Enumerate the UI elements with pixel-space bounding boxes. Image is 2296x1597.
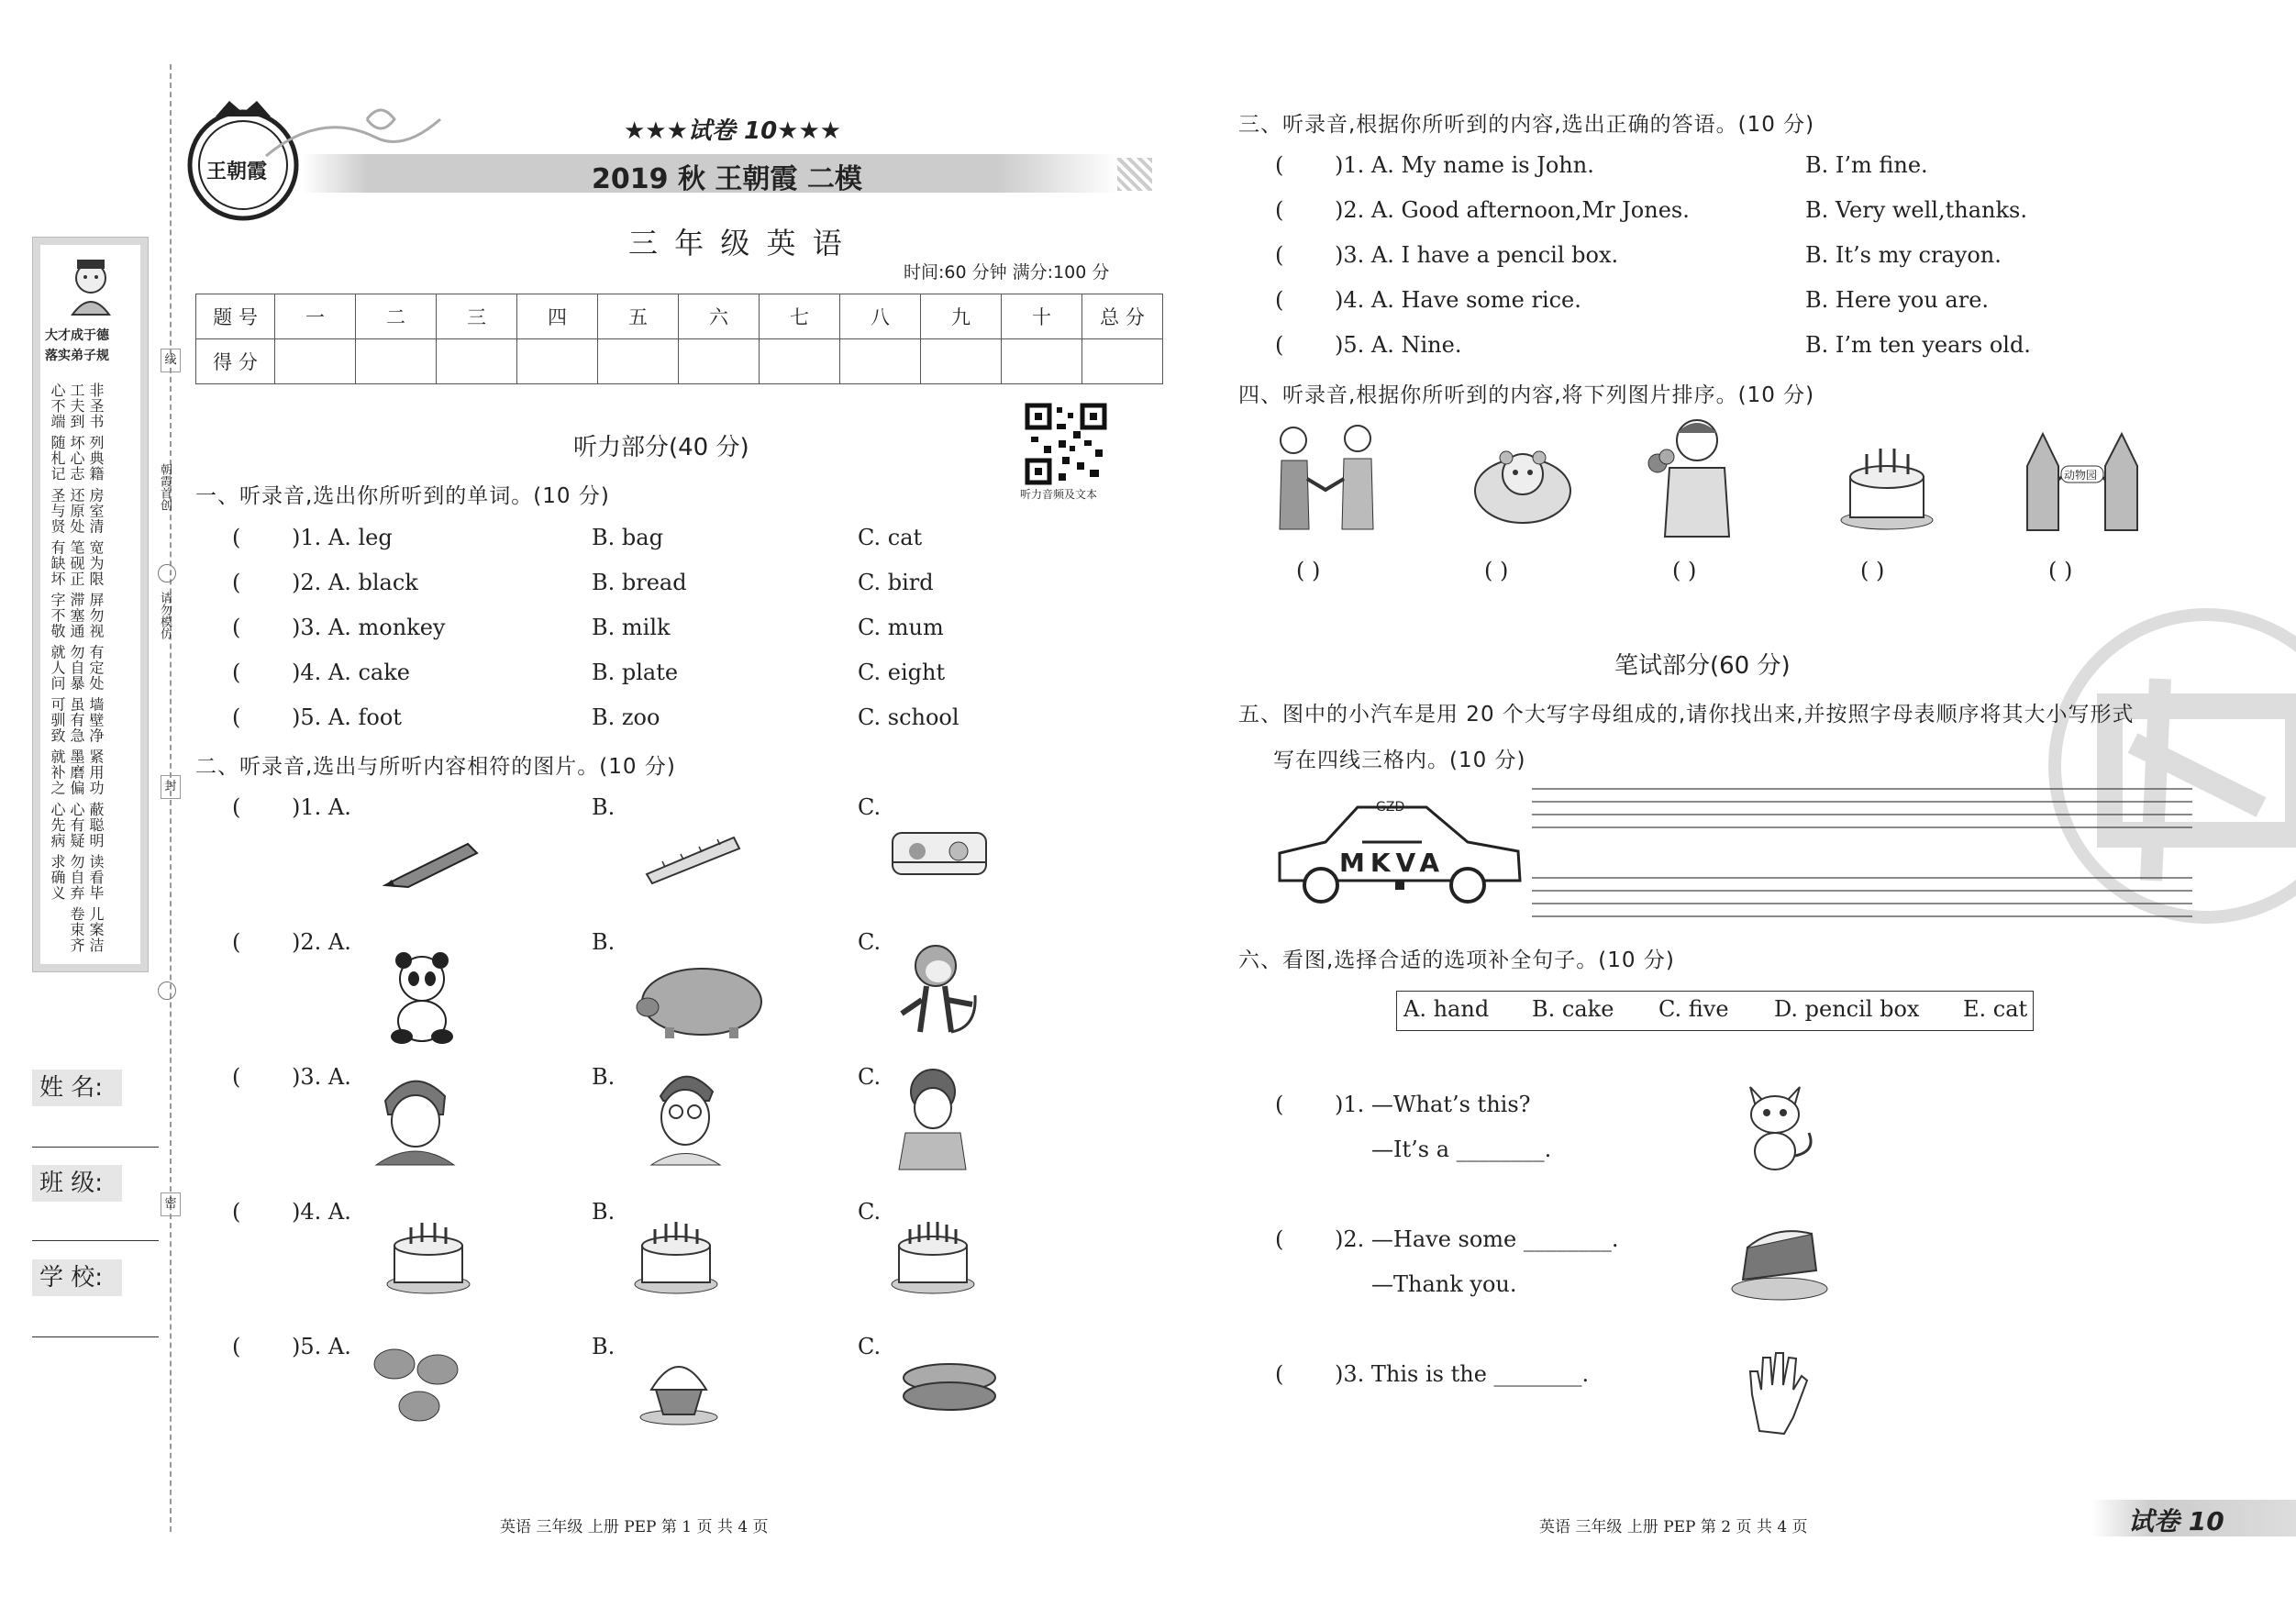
paper-badge: ★★★试卷 10★★★ [624,117,842,145]
pen-icon [381,830,482,894]
score-input-cell[interactable] [517,339,598,384]
order-blank[interactable]: ( ) [1672,558,1697,583]
cake-icon [890,1209,977,1296]
motto-line: 勿自弃 卷束齐 心不端 随札记 [49,383,85,953]
seal-word-seal: 封 [161,775,181,799]
score-header-cell: 六 [679,294,760,339]
option-a: )5. A. foot [292,704,402,730]
score-input-cell[interactable] [840,339,921,384]
option-c: C. mum [858,615,944,640]
option-c-label: C. [858,929,882,955]
answer-blank[interactable]: ( [232,615,241,640]
four-line-grid[interactable] [1532,784,2192,931]
part4-title: 四、听录音,根据你所听到的内容,将下列图片排序。(10 分) [1238,383,1815,407]
cat-icon [1734,1078,1816,1174]
item-label: )2. A. [292,929,351,955]
response-b: B. Very well,thanks. [1805,197,2027,223]
footer-page-1: 英语 三年级 上册 PEP 第 1 页 共 4 页 [500,1518,769,1536]
option-b-label: B. [592,1334,616,1359]
writing-title: 笔试部分(60 分) [1614,652,1791,680]
answer-blank[interactable]: ( [232,1334,241,1359]
part5-title: 五、图中的小汽车是用 20 个大写字母组成的,请你找出来,并按照字母表顺序将其大小写形式 [1238,703,2135,726]
part6-title: 六、看图,选择合适的选项补全句子。(10 分) [1238,948,1675,972]
response-a: )1. A. My name is John. [1335,152,1594,178]
order-blank[interactable]: ( ) [1484,558,1509,583]
motto-line: 蔽聪明 读看毕 儿案洁 工夫到 [68,383,105,953]
answer-blank[interactable]: ( [1275,152,1284,178]
option-b: B. zoo [592,704,660,730]
item-label: )4. A. [292,1199,351,1225]
option-b: B. milk [592,615,671,640]
bear-icon [1468,445,1578,527]
old-man-face-icon [647,1064,725,1165]
option-b-label: B. [592,929,616,955]
seal-word-secret: 密 [161,1192,181,1216]
answer-blank[interactable]: ( [1275,1226,1284,1252]
response-b: B. It’s my crayon. [1805,242,2002,268]
hand-icon [1743,1344,1812,1436]
option-c-label: C. [858,1064,882,1090]
score-header-cell: 七 [760,294,840,339]
ruler-icon [642,830,743,885]
answer-blank[interactable]: ( [232,570,241,595]
option-hand: A. hand [1403,996,1490,1022]
option-b-label: B. [592,1064,616,1090]
answer-blank[interactable]: ( [1275,242,1284,268]
option-c: C. eight [858,660,946,685]
score-row-label: 得 分 [196,339,275,384]
option-a: )2. A. black [292,570,418,595]
motto-line: 坏心志 还原处 笔砚正 滞塞通 [68,435,85,639]
part3-title: 三、听录音,根据你所听到的内容,选出正确的答语。(10 分) [1238,113,1815,137]
score-table [195,294,1163,384]
option-c-label: C. [858,1199,882,1225]
subject-title: 三 年 级 英 语 [628,226,846,261]
score-header-cell: 十 [1002,294,1082,339]
motto-line: 屏勿视 有定处 墙壁净 紧用功 [87,592,105,796]
option-c-label: C. [858,1334,882,1359]
sentence-1-answer: —It’s a ________. [1371,1137,1552,1162]
item-label: )5. A. [292,1334,351,1359]
score-header-cell: 总 分 [1082,294,1163,339]
monkey-icon [894,940,982,1046]
motto-line: 圣与贤 有缺坏 字不敬 就人问 [49,487,66,692]
panda-icon [385,949,459,1046]
response-a: )4. A. Have some rice. [1335,287,1581,313]
cake-slice-icon [1729,1220,1830,1303]
motto-text [48,383,105,970]
score-input-cell[interactable] [275,339,356,384]
option-b: B. plate [592,660,679,685]
response-b: B. I’m ten years old. [1805,332,2031,358]
option-c: C. bird [858,570,934,595]
score-input-cell[interactable] [1082,339,1163,384]
qr-code-icon[interactable] [1026,404,1106,484]
option-c: C. school [858,704,959,730]
option-c-label: C. [858,794,882,820]
bread-icon [899,1358,1000,1413]
birthday-cake-icon [1839,436,1936,532]
sentence-2-answer: —Thank you. [1371,1271,1517,1297]
answer-blank[interactable]: ( [1275,287,1284,313]
score-input-cell[interactable] [1002,339,1082,384]
motto-line: 可驯致 就补之 心先病 求确义 [49,696,66,901]
option-cake: B. cake [1532,996,1614,1022]
cake-icon [633,1209,720,1296]
seal-word-original: 朝霞首创 [158,463,172,511]
car-letters: MKVA [1339,848,1445,878]
eggs-icon [372,1344,459,1426]
handshake-people-icon [1270,424,1385,534]
sentence-1-question: )1. —What’s this? [1335,1092,1531,1117]
car-top-letters: GZD [1376,800,1405,815]
option-a: )1. A. leg [292,525,393,550]
order-blank[interactable]: ( ) [2048,558,2073,583]
exam-title: 2019 秋 王朝霞 二模 [592,163,862,195]
answer-blank[interactable]: ( [1275,1092,1284,1117]
name-input[interactable] [32,1147,159,1148]
boy-thinking-icon [894,1064,972,1170]
score-input-cell[interactable] [679,339,760,384]
pig-icon [633,963,766,1041]
answer-blank[interactable]: ( [232,1199,241,1225]
motto-line: 非圣书 列典籍 房室清 宽为限 [87,383,105,587]
answer-blank[interactable]: ( [232,794,241,820]
response-b: B. I’m fine. [1805,152,1928,178]
answer-blank[interactable]: ( [232,525,241,550]
answer-blank[interactable]: ( [1275,332,1284,358]
boy-face-icon [372,1064,459,1165]
tagline-2: 落实弟子规 [45,349,109,363]
response-a: )3. A. I have a pencil box. [1335,242,1619,268]
seal-word-no-copy: 请勿模仿 [158,592,172,639]
option-pencil-box: D. pencil box [1774,996,1920,1022]
listening-title: 听力部分(40 分) [573,434,749,461]
option-a: )4. A. cake [292,660,410,685]
part5-title-line2: 写在四线三格内。(10 分) [1273,749,1526,772]
option-b-label: B. [592,1199,616,1225]
option-a: )3. A. monkey [292,615,446,640]
response-a: )2. A. Good afternoon,Mr Jones. [1335,197,1690,223]
cupcake-icon [638,1348,720,1426]
title-pattern [1117,158,1152,191]
motto-line: 勿自暴 虽有急 墨磨偏 心有疑 [68,644,85,848]
seal-word-line: 线 [161,349,181,372]
score-header-cell: 八 [840,294,921,339]
school-input[interactable] [32,1336,159,1337]
order-blank[interactable]: ( ) [1296,558,1321,583]
score-header-cell: 题 号 [196,294,275,339]
score-header-cell: 九 [921,294,1002,339]
binding-hole-icon [158,564,176,582]
answer-blank[interactable]: ( [232,929,241,955]
logo-text: 王朝霞 [206,161,268,183]
time-info: 时间:60 分钟 满分:100 分 [904,262,1110,283]
footer-page-2: 英语 三年级 上册 PEP 第 2 页 共 4 页 [1539,1518,1808,1536]
answer-blank[interactable]: ( [232,704,241,730]
score-input-cell[interactable] [598,339,679,384]
name-label: 姓 名: [32,1070,122,1106]
score-input-cell[interactable] [356,339,437,384]
score-input-cell[interactable] [437,339,517,384]
option-cat: E. cat [1963,996,2028,1022]
sentence-2-question: )2. —Have some ________. [1335,1226,1619,1252]
score-header-cell: 一 [275,294,356,339]
score-header-cell: 二 [356,294,437,339]
school-label: 学 校: [32,1259,122,1296]
option-c: C. cat [858,525,923,550]
answer-blank[interactable]: ( [1275,197,1284,223]
class-input[interactable] [32,1240,159,1241]
response-a: )5. A. Nine. [1335,332,1462,358]
man-with-flowers-icon [1647,413,1743,537]
score-input-cell[interactable] [921,339,1002,384]
item-label: )1. A. [292,794,351,820]
option-five: C. five [1658,996,1729,1022]
part1-title: 一、听录音,选出你所听到的单词。(10 分) [195,484,610,508]
answer-blank[interactable]: ( [232,660,241,685]
cake-icon [385,1209,472,1296]
option-b: B. bag [592,525,663,550]
motto-strip [32,237,149,972]
score-header-cell: 五 [598,294,679,339]
answer-blank[interactable]: ( [1275,1361,1284,1387]
sentence-3-question: )3. This is the ________. [1335,1361,1590,1387]
pencil-box-icon [890,826,991,881]
score-header-cell: 三 [437,294,517,339]
binding-hole-icon [158,981,176,1000]
score-header-cell: 四 [517,294,598,339]
answer-blank[interactable]: ( [232,1064,241,1090]
item-label: )3. A. [292,1064,351,1090]
option-b-label: B. [592,794,616,820]
part2-title: 二、听录音,选出与所听内容相符的图片。(10 分) [195,755,676,779]
tagline-1: 大才成于德 [45,328,109,343]
class-label: 班 级: [32,1165,122,1202]
option-b: B. bread [592,570,687,595]
score-input-cell[interactable] [760,339,840,384]
scholar-cartoon-icon [59,252,123,316]
footer-badge: 试卷 10 [2128,1506,2224,1536]
qr-caption: 听力音频及文本 [1020,488,1098,501]
response-b: B. Here you are. [1805,287,1990,313]
order-blank[interactable]: ( ) [1860,558,1885,583]
zoo-sign: 动物园 [2064,469,2098,482]
